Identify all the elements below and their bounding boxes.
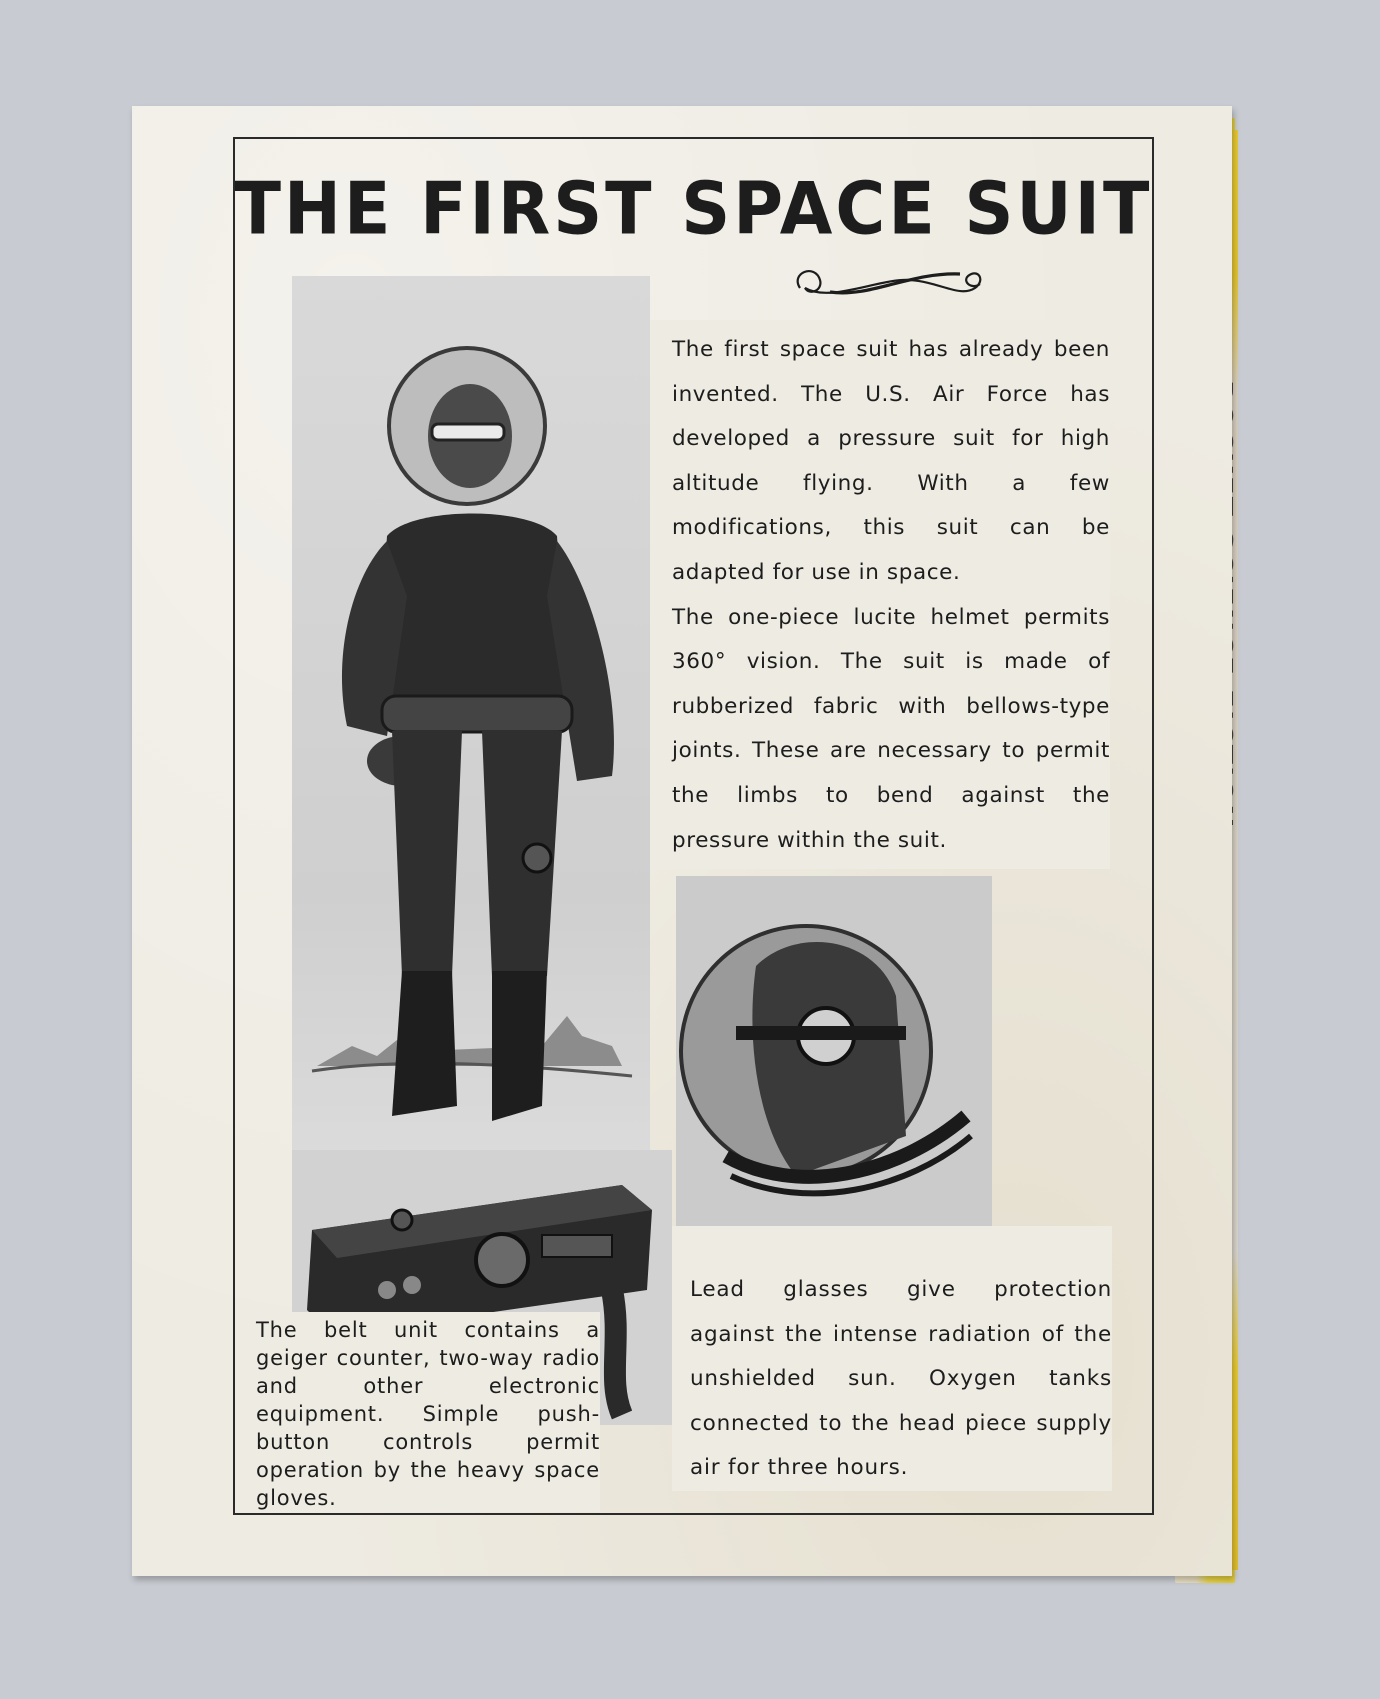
helmet-head-icon [676,876,992,1226]
belt-unit-caption-text: The belt unit contains a geiger counter, two-way radio and other electronic equipment. Simple push-button controls permit operation by the heavy space gloves. [256,1318,600,1510]
lead-glasses-caption [672,1226,1112,1491]
intro-text [650,320,1110,869]
intro-paragraph-2: The one-piece lucite helmet permits 360° vision. The suit is made of rubberized fabric with bellows-type joints. These are necessary to permit the limbs to bend against the pressure within the suit. [672,604,1110,853]
helmet-illustration [676,876,992,1226]
intro-paragraph-1: The first space suit has already been invented. The U.S. Air Force has developed a pressure suit for high altitude flying. With a few modifications, this suit can be adapted for use in space. [672,337,1110,585]
belt-unit-caption [250,1312,600,1512]
flourish-ornament [790,258,990,308]
lead-glasses-caption-text: Lead glasses give protection against the intense radiation of the unshielded sun. Oxygen tanks connected to the head piece supply air for three hours. [690,1277,1112,1481]
page-title: THE FIRST SPACE SUIT [234,167,1153,252]
